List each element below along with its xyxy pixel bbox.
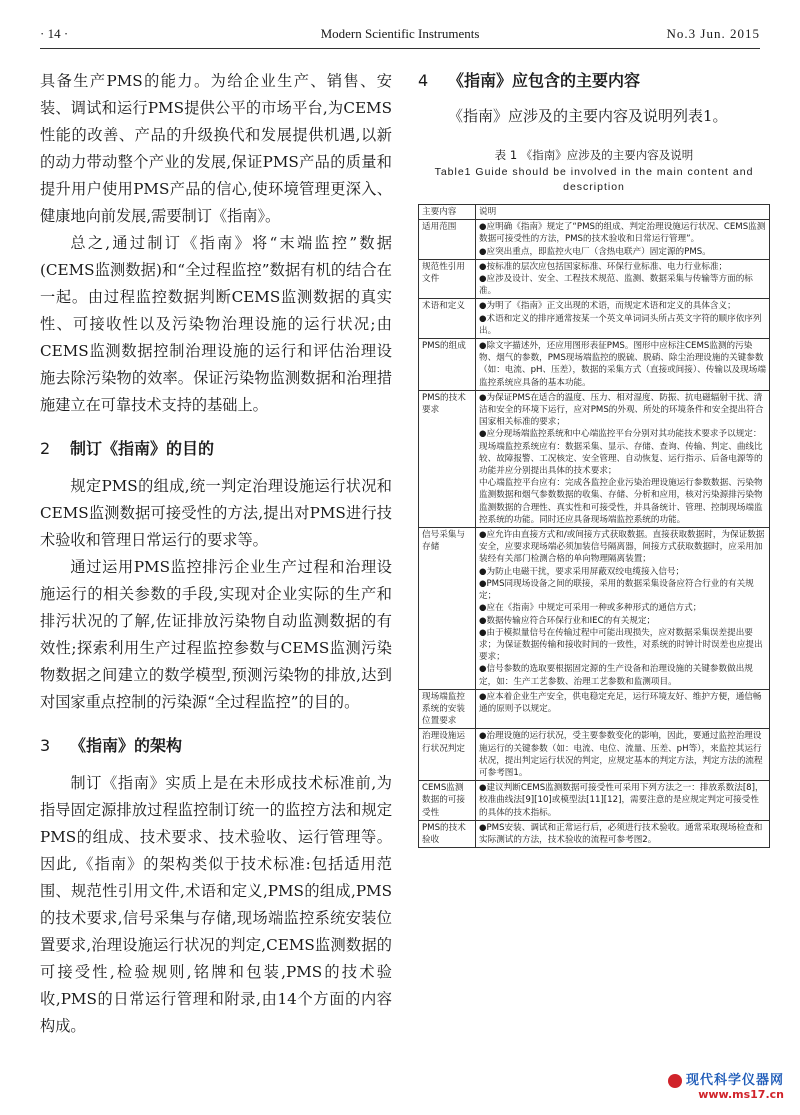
watermark-text <box>668 1069 784 1088</box>
row-key-cell: 规范性引用文件 <box>419 259 476 299</box>
table-row <box>419 220 770 260</box>
row-line: ●按标准的层次应包括国家标准、环保行业标准、电力行业标准； <box>479 261 728 272</box>
row-line: ●PMS同现场设备之间的联接，采用的数据采集设备应符合行业的有关规定； <box>479 578 754 602</box>
section-number: 3 <box>40 736 51 755</box>
row-line: ●应涉及设计、安全、工程技术规范、监测、数据采集与传输等方面的标准。 <box>479 274 753 297</box>
row-key-cell: PMS的组成 <box>419 339 476 391</box>
table-caption-cn: 表 1 《指南》应涉及的主要内容及说明 <box>494 148 694 162</box>
section-title: 《指南》应包含的主要内容 <box>448 71 641 90</box>
content-table <box>418 204 770 848</box>
row-line: ●应本着企业生产安全，供电稳定充足，运行环境友好、维护方便，通信畅通的原则予以规定。 <box>479 691 762 714</box>
header-cell: 主要内容 <box>419 205 476 220</box>
row-line: ●为保证PMS在适合的温度、压力、相对湿度、防振、抗电磁辐射干扰、清洁和安全的环境下运行，应对PMS的外观、所处的环境条件和安全提出符合国家相关标准的要求； <box>479 392 764 428</box>
section-number: 2 <box>40 439 51 458</box>
row-value-cell <box>476 299 770 339</box>
row-value-cell <box>476 729 770 781</box>
row-line: ●为防止电磁干扰，要求采用屏蔽双绞电缆接入信号； <box>479 566 685 577</box>
table-row <box>419 339 770 391</box>
row-line: ●PMS安装、调试和正常运行后，必须进行技术验收。通常采取现场检查和实际测试的方法，技术验收的流程可参考图2。 <box>479 822 763 845</box>
row-line: ●术语和定义的排序通常按某一个英文单词词头所占英文字符的顺序依序列出。 <box>479 313 762 336</box>
row-line: ●由于模拟量信号在传输过程中可能出现损失，应对数据采集误差提出要求；为保证数据传输和接收时间的一致性，对系统的时钟计时误差也应提出要求； <box>479 627 763 663</box>
row-key-cell: 现场端监控系统的安装位置要求 <box>419 689 476 729</box>
table-caption-en: Table1 Guide should be involved in the main content and description <box>434 166 754 193</box>
table-row <box>419 299 770 339</box>
table-header-row <box>419 205 770 220</box>
paragraph: 制订《指南》实质上是在未形成技术标准前,为指导固定源排放过程监控制订统一的监控方法和规定PMS的组成、技术要求、技术验收、运行管理等。因此,《指南》的架构类似于技术标准:包括适用范围、规范性引用文件,术语和定义,PMS的组成,PMS的技术要求,信号采集与存储,现场端监控系统安装位置要求,治理设施运行状况的判定,CEMS监测数据的可接受性,检验规则,铭牌和包装,PMS的技术验收,PMS的日常运行管理和附录,由14个方面的内容构成。 <box>40 774 392 1035</box>
right-column <box>418 68 770 848</box>
page-header <box>40 22 760 49</box>
paragraph: 规定PMS的组成,统一判定治理设施运行状况和CEMS监测数据可接受性的方法,提出对PMS进行技术验收和管理日常运行的要求等。 <box>40 477 392 549</box>
table-row <box>419 689 770 729</box>
row-key-cell: 信号采集与存储 <box>419 528 476 690</box>
row-line: ●除文字描述外，还应用图形表征PMS。图形中应标注CEMS监测的污染物、烟气的参数，PMS现场端监控的脱硫、脱硝、除尘治理设施的关键参数（如：电流、pH、压差），数据的采集方式（直接或间接）、传输以及现场端监控系统应具备的基本功能。 <box>479 341 766 388</box>
table-row <box>419 781 770 821</box>
table-row <box>419 729 770 781</box>
table-row <box>419 528 770 690</box>
row-value-cell <box>476 220 770 260</box>
section-number: 4 <box>418 71 429 90</box>
row-value-cell <box>476 689 770 729</box>
row-value-cell <box>476 259 770 299</box>
section-title: 《指南》的架构 <box>70 736 183 755</box>
row-line: ●为明了《指南》正文出现的术语，而规定术语和定义的具体含义； <box>479 301 736 312</box>
row-line: 中心端监控平台应有：完成各监控企业污染治理设施运行参数数据、污染物监测数据和烟气参数数据的收集、存储、分析和应用，核对污染源排污染物监测数据的合理性、真实性和可接受性，并具备统计、管理、控制现场端监控系统的功能。同时还应具备现场端监控系统的功能。 <box>479 478 763 525</box>
row-key-cell: 适用范围 <box>419 220 476 260</box>
row-line: ●建议判断CEMS监测数据可接受性可采用下列方法之一：排放系数法[8]，校准曲线法[9][10]或模型法[11][12]，需要注意的是应规定判定可接受性的具体的技术指标。 <box>479 783 764 818</box>
row-value-cell <box>476 339 770 391</box>
row-line: ●应明确《指南》规定了“PMS的组成、判定治理设施运行状况、CEMS监测数据可接受性的方法，PMS的技术验收和日常运行管理”。 <box>479 222 766 245</box>
row-value-cell <box>476 390 770 527</box>
header-cell: 说明 <box>476 205 770 220</box>
row-line: ●应允许由直接方式和/或间接方式获取数据。直接获取数据时，为保证数据安全，应要求现场端必须加装信号隔离器，间接方式获取数据时，应采用加装经有关部门检测合格的单向物理隔离装置； <box>479 530 765 565</box>
row-key-cell: CEMS监测数据的可接受性 <box>419 781 476 821</box>
paragraph: 总之,通过制订《指南》将“末端监控”数据(CEMS监测数据)和“全过程监控”数据有机的结合在一起。由过程监控数据判断CEMS监测数据的真实性、可接收性以及污染物治理设施的运行状况;由CEMS监测数据控制治理设施的运行和评估治理设施去除污染物的效率。保证污染物监测数据和治理措施建立在可靠技术支持的基础上。 <box>40 234 392 414</box>
row-value-cell <box>476 781 770 821</box>
table-row <box>419 820 770 847</box>
watermark-url: www.ms17.cn <box>698 1088 784 1101</box>
row-line: ●数据传输应符合环保行业和IEC的有关规定； <box>479 615 656 626</box>
section-heading-2 <box>40 436 392 459</box>
row-line: ●应分现场端监控系统和中心端监控平台分别对其功能技术要求予以规定： <box>479 429 762 440</box>
table-row <box>419 390 770 527</box>
journal-name: Modern Scientific Instruments <box>320 26 480 41</box>
row-key-cell: PMS的技术验收 <box>419 820 476 847</box>
row-line: ●应在《指南》中规定可采用一种或多种形式的通信方式； <box>479 603 702 614</box>
row-line: 现场端监控系统应有：数据采集、显示、存储、查询、传输、判定、曲线比较、故障报警、工况核定、安全管理、自动恢复、运行指示、后备电源等的功能并应分别提出具体的技术要求； <box>479 441 763 477</box>
row-line: ●应突出重点，即监控火电厂（含热电联产）固定源的PMS。 <box>479 246 711 257</box>
section-title: 制订《指南》的目的 <box>70 439 215 458</box>
row-line: ●治理设施的运行状况，受主要参数变化的影响，因此，要通过监控治理设施运行的关键参数（如：电流、电位、流量、压差、pH等），来监控其运行状况，提出判定运行状况的判定，应规定基本的判定方法，判定方法的流程可参考图1。 <box>479 731 763 778</box>
row-value-cell <box>476 528 770 690</box>
watermark <box>668 1069 784 1101</box>
paragraph: 具备生产PMS的能力。为给企业生产、销售、安装、调试和运行PMS提供公平的市场平台,为CEMS性能的改善、产品的升级换代和发展提供机遇,以新的动力带动整个产业的发展,保证PMS产品的质量和提升用户使用PMS产品的信心,使环境管理更深入、健康地向前发展,需要制订《指南》。 <box>40 72 392 225</box>
table-row <box>419 259 770 299</box>
row-value-cell <box>476 820 770 847</box>
row-key-cell: 治理设施运行状况判定 <box>419 729 476 781</box>
watermark-name: 现代科学仪器网 <box>685 1073 784 1088</box>
paragraph: 《指南》应涉及的主要内容及说明列表1。 <box>448 107 728 125</box>
left-column <box>40 68 392 1040</box>
row-key-cell: 术语和定义 <box>419 299 476 339</box>
section-heading-4 <box>418 68 770 91</box>
section-heading-3 <box>40 733 392 756</box>
page-number: · 14 · <box>40 26 69 41</box>
row-key-cell: PMS的技术要求 <box>419 390 476 527</box>
issue-info: No.3 Jun. 2015 <box>666 26 760 41</box>
row-line: ●信号参数的选取要根据固定源的生产设备和治理设施的关键参数做出规定，如：生产工艺参数、治理工艺参数和监测项目。 <box>479 664 753 687</box>
logo-icon <box>668 1074 682 1088</box>
paragraph: 通过运用PMS监控排污企业生产过程和治理设施运行的相关参数的手段,实现对企业实际的生产和排污状况的了解,佐证排放污染物自动监测数据的有效性;探索利用生产过程监控参数与CEMS监测污染物数据之间建立的数学模型,预测污染物的排放,达到对国家重点控制的污染源“全过程监控”的目的。 <box>40 558 392 711</box>
